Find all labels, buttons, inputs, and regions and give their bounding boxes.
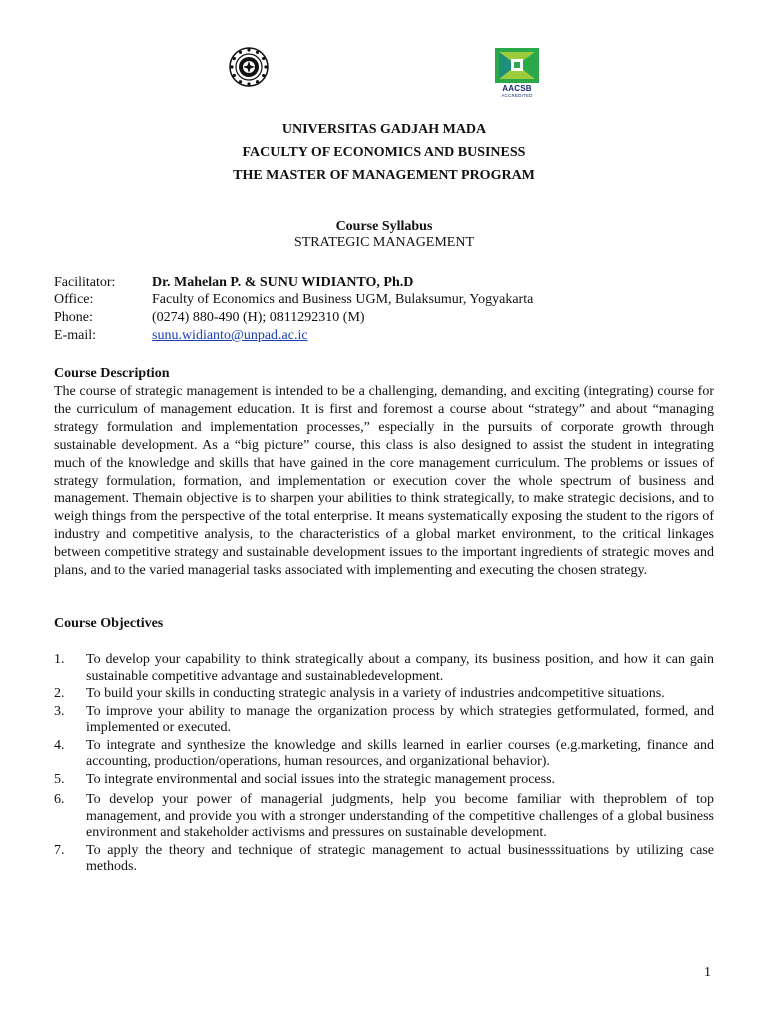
office-value: Faculty of Economics and Business UGM, Bulaksumur, Yogyakarta — [152, 292, 534, 307]
objective-text: To integrate environmental and social issues into the strategic management process. — [86, 771, 556, 787]
objective-number: 2. — [54, 686, 65, 701]
aacsb-subtitle: ACCREDITED — [501, 93, 533, 98]
objective-item — [54, 652, 714, 685]
phone-label: Phone: — [54, 310, 93, 325]
objective-text: To apply the theory and technique of strategic management to actual businesssituations by utilizing case methods. — [86, 842, 714, 874]
university-seal-logo — [229, 47, 269, 87]
course-title: STRATEGIC MANAGEMENT — [293, 235, 475, 250]
objective-number: 5. — [54, 771, 65, 787]
objective-number: 4. — [54, 737, 65, 753]
objective-item — [54, 843, 714, 876]
course-description-text: The course of strategic management is intended to be a challenging, demanding, and exciting (integrating) course for the curriculum of management education. It is first and foremost a course about “strategy” and about “managing strategy formulation and implementation processes,” especially in the pursuits of corporate growth through sustainable development. As a “big picture” course, this class is also designed to assist the student in integrating much of the knowledge and skills that have gained in the core management curriculum. The problems or issues of strategy formulation, formation, and implementation or execution cover the whole spectrum of business and management. Themain objective is to sharpen your abilities to think strategically, to make strategic decisions, and to weigh things from the perspective of the total enterprise. It means systematically exposing the student to the rigors of industry and competitive analysis, to the characteristics of a global market environment, to the critical linkages between competitive strategy and sustainable development issues to the important ingredients of strategic moves and plans, and to the varied managerial tasks associated with implementing and executing the chosen strategy. — [54, 384, 714, 579]
objective-text: To build your skills in conducting strategic analysis in a variety of industries andcompetitive situations. — [86, 686, 665, 701]
page-number: 1 — [704, 965, 711, 980]
objective-number: 7. — [54, 842, 65, 858]
objective-text: To improve your ability to manage the organization process by which strategies getformulated, formed, and implemented or executed. — [86, 703, 714, 735]
phone-value: (0274) 880-490 (H); 0811292310 (M) — [152, 310, 365, 325]
document-type: Course Syllabus — [335, 219, 433, 234]
university-name: UNIVERSITAS GADJAH MADA — [281, 122, 487, 137]
facilitator-label: Facilitator: — [54, 275, 116, 290]
course-description-heading: Course Description — [54, 366, 170, 381]
objective-item — [54, 772, 714, 789]
facilitator-value: Dr. Mahelan P. & SUNU WIDIANTO, Ph.D — [152, 275, 414, 290]
university-seal-icon — [229, 47, 269, 87]
program-name: THE MASTER OF MANAGEMENT PROGRAM — [233, 168, 535, 183]
objective-item — [54, 792, 714, 842]
objectives-list — [54, 652, 714, 877]
objective-text: To integrate and synthesize the knowledge and skills learned in earlier courses (e.g.marketing, finance and accounting, production/operations, human resources, and organizational behavior). — [86, 737, 714, 769]
faculty-name: FACULTY OF ECONOMICS AND BUSINESS — [242, 145, 526, 160]
objective-text: To develop your power of managerial judgments, help you become familiar with theproblem of top management, and provide you with a stronger understanding of the competitive challenges of a global business environment and stakeholder activisms and pressures on sustainable development. — [86, 792, 714, 840]
objective-number: 3. — [54, 703, 65, 719]
objective-item — [54, 704, 714, 737]
aacsb-name: AACSB — [502, 84, 532, 93]
objective-item — [54, 738, 714, 771]
objective-text: To develop your capability to think strategically about a company, its business position, and how it can gain sustainable competitive advantage and sustainabledevelopment. — [86, 652, 714, 684]
objective-number: 6. — [54, 792, 65, 807]
course-objectives-heading: Course Objectives — [54, 616, 164, 631]
email-link[interactable]: sunu.widianto@unpad.ac.ic — [152, 328, 308, 343]
email-label: E-mail: — [54, 328, 96, 343]
aacsb-mark-icon — [494, 48, 540, 84]
objective-number: 1. — [54, 652, 65, 667]
objective-item — [54, 686, 714, 703]
office-label: Office: — [54, 292, 94, 307]
